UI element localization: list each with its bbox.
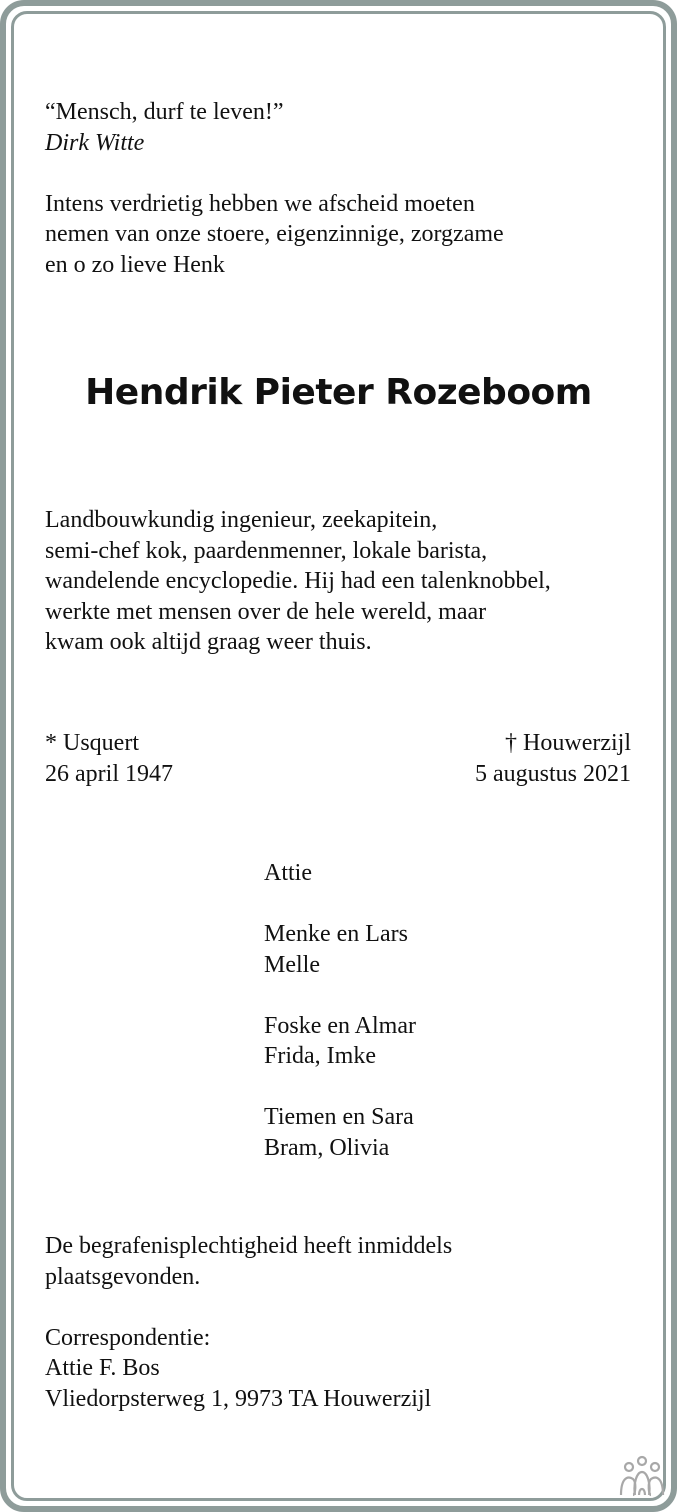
quote-text: “Mensch, durf te leven!” [45,99,284,125]
birth-place: * Usquert [45,730,139,756]
family-member: Foske en Almar [264,1013,416,1039]
family-member: Bram, Olivia [264,1135,390,1161]
people-logo-icon [617,1455,667,1497]
family-member: Tiemen en Sara [264,1104,414,1130]
description-line: wandelende encyclopedie. Hij had een talenknobbel, [45,568,551,594]
description-line: semi-chef kok, paardenmenner, lokale barista, [45,538,488,564]
death-date: 5 augustus 2021 [475,761,631,787]
intro-line: en o zo lieve Henk [45,252,225,278]
description-line: werkte met mensen over de hele wereld, maar [45,599,487,625]
correspondence-address: Vliedorpsterweg 1, 9973 TA Houwerzijl [45,1386,432,1412]
death-place: † Houwerzijl [505,730,631,756]
description-line: Landbouwkundig ingenieur, zeekapitein, [45,507,438,533]
quote-author: Dirk Witte [45,130,145,156]
intro-line: nemen van onze stoere, eigenzinnige, zorgzame [45,221,504,247]
family-member: Frida, Imke [264,1043,376,1069]
birth-date: 26 april 1947 [45,761,173,787]
deceased-name: Hendrik Pieter Rozeboom [85,372,592,413]
family-member: Menke en Lars [264,921,408,947]
funeral-line: plaatsgevonden. [45,1264,201,1290]
description-line: kwam ook altijd graag weer thuis. [45,629,372,655]
correspondence-name: Attie F. Bos [45,1355,160,1381]
family-member: Attie [264,860,312,886]
funeral-line: De begrafenisplechtigheid heeft inmiddels [45,1233,453,1259]
correspondence-label: Correspondentie: [45,1325,211,1351]
intro-line: Intens verdrietig hebben we afscheid moeten [45,191,475,217]
family-member: Melle [264,952,320,978]
